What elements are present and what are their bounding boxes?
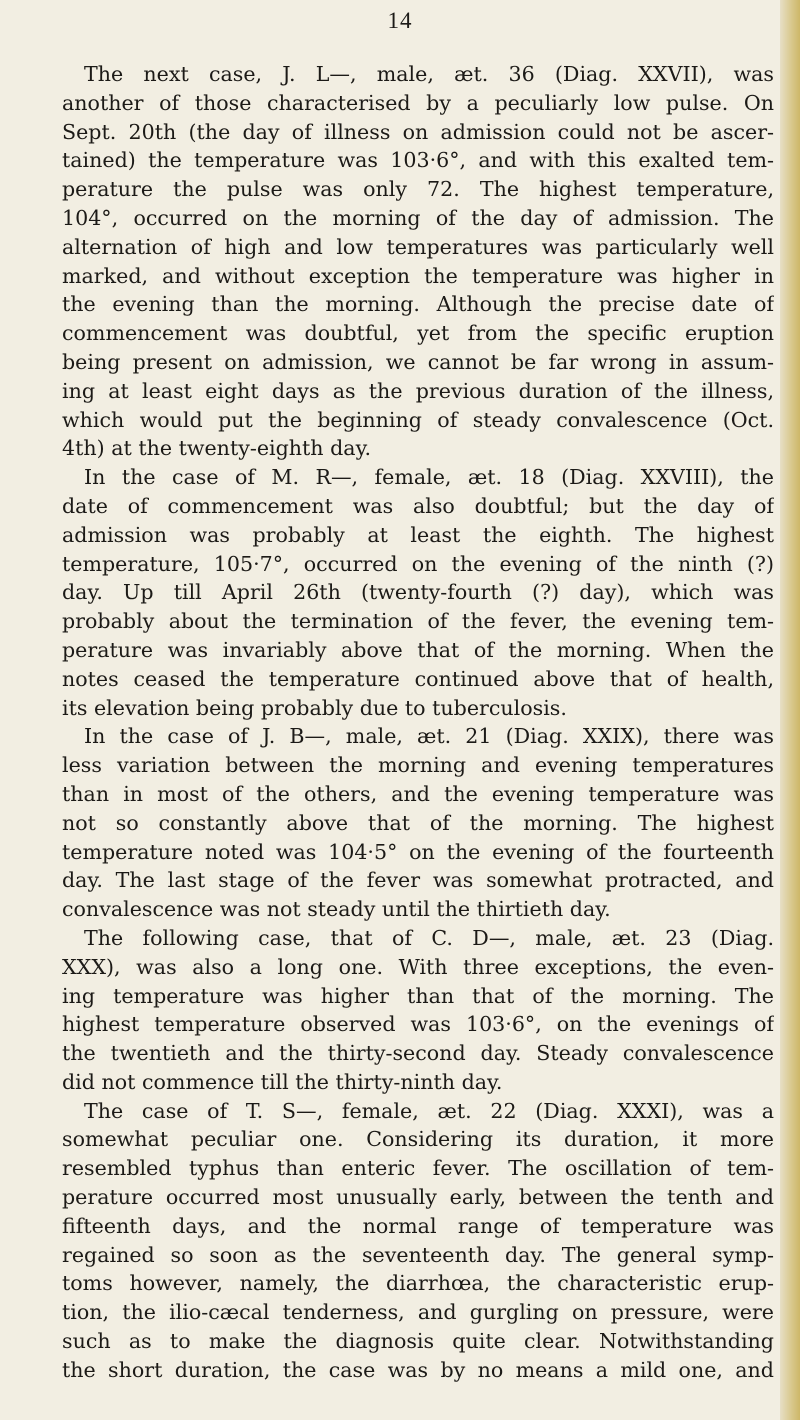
text-line: XXX), was also a long one. With three exceptions, the even- [62,954,774,979]
text-line: the short duration, the case was by no means a mild one, and [62,1357,774,1382]
text-line: 104°, occurred on the morning of the day of admission. The [62,205,774,230]
text-line: temperature, 105·7°, occurred on the evening of the ninth (?) [62,551,774,576]
paragraph-case-j-b [62,722,774,924]
text-line: resembled typhus than enteric fever. The oscillation of tem- [62,1156,774,1181]
text-line: alternation of high and low temperatures was particularly well [62,234,774,259]
page-edge [780,0,800,1420]
text-line: less variation between the morning and evening temperatures [62,753,774,778]
text-line: Sept. 20th (the day of illness on admission could not be ascer- [62,119,774,144]
text-line: day. Up till April 26th (twenty-fourth (?) day), which was [62,580,774,605]
text-line: fifteenth days, and the normal range of temperature was [62,1213,774,1238]
text-line: did not commence till the thirty-ninth day. [62,1069,503,1094]
text-line: not so constantly above that of the morning. The highest [62,810,774,835]
text-line: another of those characterised by a peculiarly low pulse. On [62,90,774,115]
text-line: day. The last stage of the fever was somewhat protracted, and [62,868,774,893]
text-line: which would put the beginning of steady convalescence (Oct. [62,407,774,432]
text-line: date of commencement was also doubtful; but the day of [62,493,774,518]
text-line: notes ceased the temperature continued above that of health, [62,666,774,691]
text-line: being present on admission, we cannot be far wrong in assum- [62,349,774,374]
text-line: admission was probably at least the eighth. The highest [62,522,774,547]
text-line: In the case of M. R—, female, æt. 18 (Diag. XXVIII), the [84,465,774,490]
text-line: perature the pulse was only 72. The highest temperature, [62,177,774,202]
text-line: The case of T. S—, female, æt. 22 (Diag. XXXI), was a [84,1098,774,1123]
text-line: perature was invariably above that of the morning. When the [62,637,774,662]
text-line: perature occurred most unusually early, between the tenth and [62,1185,774,1210]
paragraph-case-j-l [62,60,774,463]
text-line: regained so soon as the seventeenth day. The general symp- [62,1242,774,1267]
text-line: ing temperature was higher than that of the morning. The [62,983,774,1008]
paragraph-case-c-d [62,924,774,1097]
text-line: temperature noted was 104·5° on the evening of the fourteenth [62,839,774,864]
text-line: marked, and without exception the temperature was higher in [62,263,774,288]
text-line: such as to make the diagnosis quite clear. Notwithstanding [62,1329,774,1354]
text-line: In the case of J. B—, male, æt. 21 (Diag. XXIX), there was [84,724,774,749]
text-line: 4th) at the twenty-eighth day. [62,436,372,461]
text-line: its elevation being probably due to tuberculosis. [62,695,567,720]
text-line: convalescence was not steady until the thirtieth day. [62,897,611,922]
text-line: tained) the temperature was 103·6°, and with this exalted tem- [62,148,774,173]
paragraph-case-m-r [62,463,774,722]
text-line: highest temperature observed was 103·6°, on the evenings of [62,1012,774,1037]
text-line: ing at least eight days as the previous duration of the illness, [62,378,774,403]
body-text [62,60,774,1385]
text-line: somewhat peculiar one. Considering its duration, it more [62,1127,774,1152]
text-line: The following case, that of C. D—, male, æt. 23 (Diag. [84,925,774,950]
text-line: The next case, J. L—, male, æt. 36 (Diag. XXVII), was [84,62,774,86]
text-line: the twentieth and the thirty-second day. Steady convalescence [62,1041,774,1066]
text-line: toms however, namely, the diarrhœa, the characteristic erup- [62,1271,774,1296]
text-line: tion, the ilio-cæcal tenderness, and gurgling on pressure, were [62,1300,774,1325]
paragraph-case-t-s [62,1097,774,1385]
text-line: the evening than the morning. Although the precise date of [62,292,774,317]
text-line: than in most of the others, and the evening temperature was [62,781,774,806]
text-line: commencement was doubtful, yet from the specific eruption [62,321,774,346]
page-number: 14 [387,8,413,33]
text-line: probably about the termination of the fever, the evening tem- [62,609,774,634]
